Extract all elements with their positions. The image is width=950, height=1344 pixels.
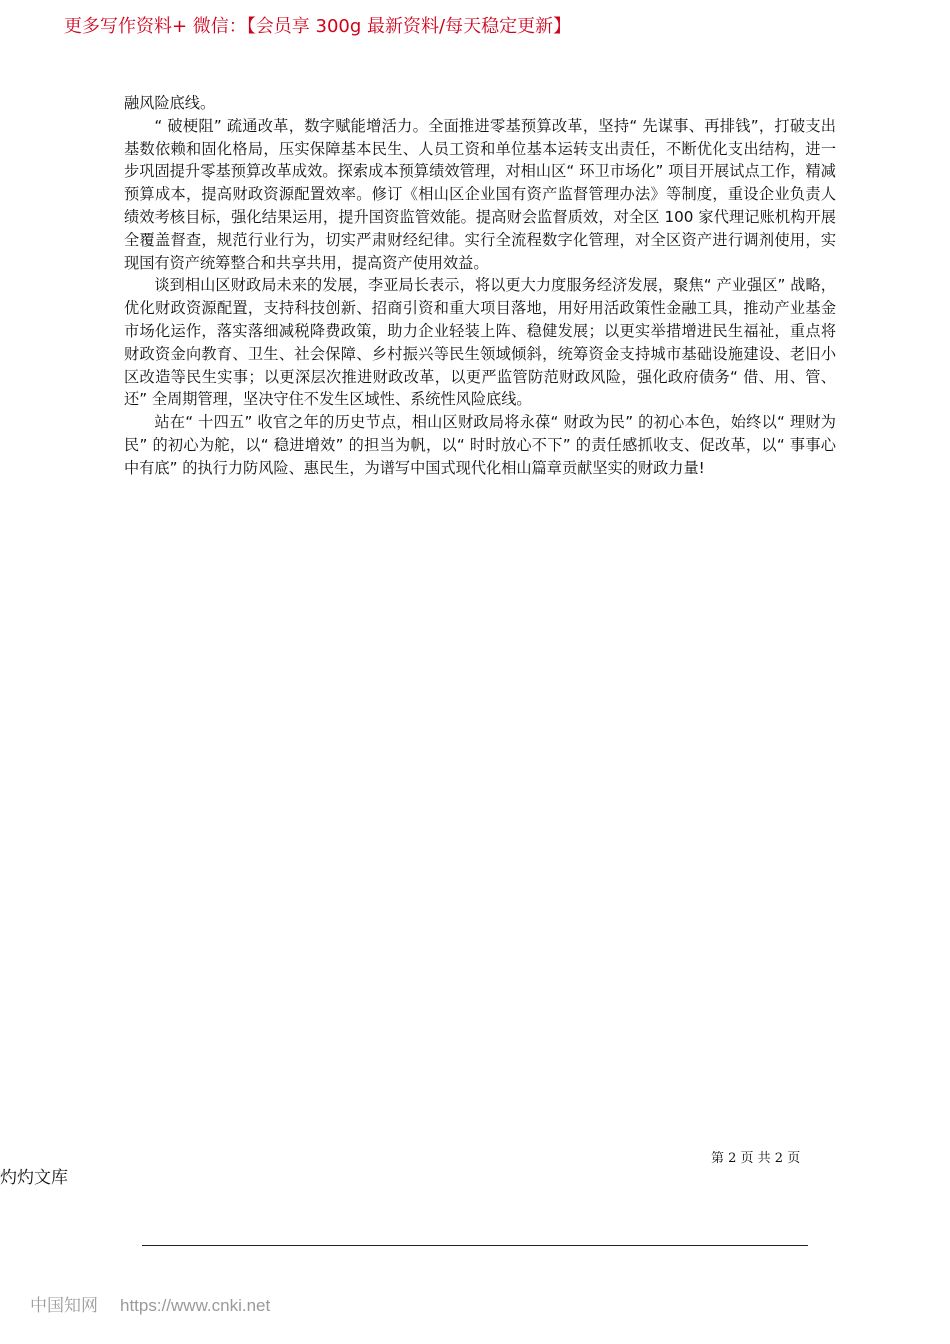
page-number: 第 2 页 共 2 页: [711, 1151, 801, 1166]
article-paragraph: 谈到相山区财政局未来的发展，李亚局长表示，将以更大力度服务经济发展，聚焦“ 产业强区” 战略，优化财政资源配置，支持科技创新、招商引资和重大项目落地，用好用活政策性金融工具，推动产业基金市场化运作，落实落细减税降费政策，助力企业轻装上阵、稳健发展；以更实举措增进民生福祉，重点将财政资金向教育、卫生、社会保障、乡村振兴等民生领域倾斜，统筹资金支持城市基础设施建设、老旧小区改造等民生实事；以更深层次推进财政改革，以更严监管防范财政风险，强化政府债务“ 借、用、管、还” 全周期管理，坚决守住不发生区域性、系统性风险底线。: [124, 276, 836, 409]
article-paragraph: “ 破梗阻” 疏通改革，数字赋能增活力。全面推进零基预算改革，坚持“ 先谋事、再排钱”，打破支出基数依赖和固化格局，压实保障基本民生、人员工资和单位基本运转支出责任，不断优化支出结构，进一步巩固提升零基预算改革成效。探索成本预算绩效管理，对相山区“ 环卫市场化” 项目开展试点工作，精减预算成本，提高财政资源配置效率。修订《相山区企业国有资产监督管理办法》等制度，重设企业负责人绩效考核目标，强化结果运用，提升国资监管效能。提高财会监督质效，对全区 100 家代理记账机构开展全覆盖督查，规范行业行为，切实严肃财经纪律。实行全流程数字化管理，对全区资产进行调剂使用，实现国有资产统筹整合和共享共用，提高资产使用效益。: [124, 116, 836, 272]
article-paragraph: 融风险底线。: [124, 94, 216, 112]
library-name: 灼灼文库: [0, 1168, 68, 1188]
promo-banner: 更多写作资料+ 微信：【会员享 300g 最新资料/每天稳定更新】: [64, 16, 572, 37]
footer-divider: [142, 1245, 808, 1246]
watermark-cn-text: 中国知网: [30, 1296, 98, 1315]
cnki-watermark: [30, 1294, 270, 1318]
watermark-url-text: https://www.cnki.net: [120, 1296, 271, 1315]
article-body: [124, 92, 836, 480]
article-paragraph: 站在“ 十四五” 收官之年的历史节点，相山区财政局将永葆“ 财政为民” 的初心本色，始终以“ 理财为民” 的初心为舵，以“ 稳进增效” 的担当为帆，以“ 时时放心不下” 的责任感抓收支、促改革，以“ 事事心中有底” 的执行力防风险、惠民生，为谱写中国式现代化相山篇章贡献坚实的财政力量!: [124, 413, 836, 477]
